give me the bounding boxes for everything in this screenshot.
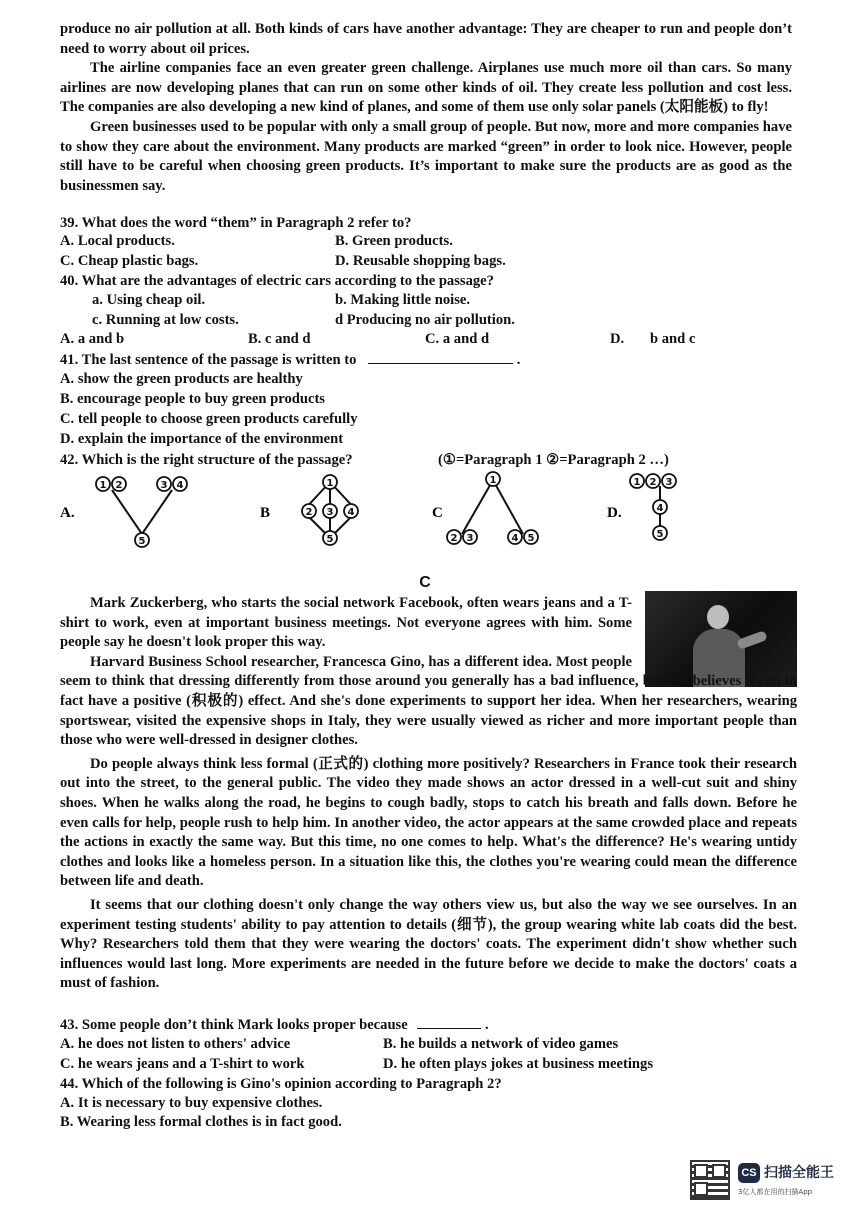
photo-float-spacer	[632, 653, 797, 671]
paragraph	[60, 653, 797, 751]
paragraph: produce no air pollution at all. Both kinds of cars have another advantage: They are cheaper to run and people don’t need to worry about oil prices.	[60, 21, 792, 57]
q39-option-a: A. Local products.	[60, 233, 175, 249]
q40-option-b: B. c and d	[248, 331, 311, 347]
svg-text:1: 1	[326, 478, 334, 489]
diagram-b-node-5	[323, 531, 337, 545]
diagram-c-label: C	[432, 505, 443, 521]
question-39-stem: 39. What does the word “them” in Paragraph 2 refer to?	[60, 215, 412, 231]
svg-text:1: 1	[633, 477, 641, 488]
diagram-d-node-2	[646, 474, 660, 488]
paragraph: Green businesses used to be popular with only a small group of people. But now, more and more companies have to show they care about the environment. Many products are marked “green” in order to look nice. However, people still have to be careful when choosing green products. It’s important to make sure the products are as good as the businessmen say.	[60, 118, 792, 194]
q40-option-c: C. a and d	[425, 331, 490, 347]
paragraph-text: Harvard Business School researcher, Francesca Gino, has a different idea. Most people seem to think that dressing differently from those around you generally has a bad influence, but she believes it can in fact have a positive (积极的) effect. And she's done experiments to support her idea. When her researchers, wearing sportswear, visited the expensive shops in Italy, they were usually viewed as richer and more important people than those who were well-dressed in designer clothes.	[60, 653, 797, 749]
svg-text:5: 5	[656, 529, 664, 540]
diagram-d-node-4	[653, 500, 667, 514]
paragraph: Mark Zuckerberg, who starts the social network Facebook, often wears jeans and a T-shirt to work, even at important business meetings. Not everyone agrees with him. Some people say he doesn't look proper this way.	[60, 595, 632, 651]
svg-text:3: 3	[665, 477, 673, 488]
diagram-d-node-1	[630, 474, 644, 488]
diagram-b-node-2	[302, 504, 316, 518]
question-42-stem: 42. Which is the right structure of the passage?	[60, 452, 353, 468]
q41-option-c: C. tell people to choose green products carefully	[60, 411, 358, 427]
question-44-stem: 44. Which of the following is Gino's opinion according to Paragraph 2?	[60, 1076, 502, 1092]
q40-choice-b: b. Making little noise.	[335, 292, 470, 308]
svg-text:2: 2	[649, 477, 657, 488]
svg-text:5: 5	[138, 536, 146, 547]
scanner-watermark	[690, 1160, 850, 1204]
section-c-heading: C	[419, 574, 431, 591]
svg-text:1: 1	[489, 475, 497, 486]
svg-text:3: 3	[160, 480, 168, 491]
q40-choice-c: c. Running at low costs.	[92, 312, 239, 328]
q40-option-d-text: b and c	[650, 331, 696, 347]
q41-stem-end: .	[516, 352, 521, 368]
q39-option-c: C. Cheap plastic bags.	[60, 253, 199, 269]
diagram-a-node-5	[135, 533, 149, 547]
diagram-a-node-1	[96, 477, 110, 491]
camscanner-logo-icon	[738, 1163, 760, 1183]
q41-stem-text: 41. The last sentence of the passage is written to	[60, 352, 357, 368]
diagram-b-node-3	[323, 504, 337, 518]
q41-option-a: A. show the green products are healthy	[60, 371, 303, 387]
diagram-d-node-5	[653, 526, 667, 540]
svg-text:1: 1	[99, 480, 107, 491]
diagram-c-node-3	[463, 530, 477, 544]
diagram-a-node-2	[112, 477, 126, 491]
svg-text:2: 2	[305, 507, 313, 518]
svg-text:2: 2	[450, 533, 458, 544]
svg-text:3: 3	[466, 533, 474, 544]
question-41-stem	[60, 351, 520, 371]
diagram-d-label: D.	[607, 505, 622, 521]
q40-option-a: A. a and b	[60, 331, 125, 347]
diagram-d-node-3	[662, 474, 676, 488]
diagram-c-node-5	[524, 530, 538, 544]
diagram-a-node-3	[157, 477, 171, 491]
diagram-a-node-4	[173, 477, 187, 491]
diagram-b-node-4	[344, 504, 358, 518]
diagram-connector	[142, 490, 172, 534]
q39-option-d: D. Reusable shopping bags.	[335, 253, 506, 269]
svg-text:4: 4	[511, 533, 519, 544]
q44-option-a: A. It is necessary to buy expensive clothes.	[60, 1095, 323, 1111]
passage-b-tail	[60, 20, 792, 196]
svg-text:3: 3	[326, 507, 334, 518]
q43-option-c: C. he wears jeans and a T-shirt to work	[60, 1056, 305, 1072]
question-40-stem: 40. What are the advantages of electric cars according to the passage?	[60, 273, 494, 289]
q40-option-d-letter: D.	[610, 331, 625, 347]
logo-badge-text: CS	[741, 1167, 757, 1179]
q44-option-b: B. Wearing less formal clothes is in fact good.	[60, 1114, 342, 1130]
q40-choice-a: a. Using cheap oil.	[92, 292, 206, 308]
q43-option-a: A. he does not listen to others' advice	[60, 1036, 291, 1052]
diagram-a-label: A.	[60, 505, 75, 521]
question-43-stem	[60, 1016, 489, 1036]
q43-stem-text: 43. Some people don’t think Mark looks proper because	[60, 1017, 408, 1033]
answer-blank	[417, 1028, 481, 1029]
qr-code-icon	[690, 1160, 730, 1200]
structure-diagrams	[0, 470, 860, 560]
q39-option-b: B. Green products.	[335, 233, 453, 249]
diagram-c-node-1	[486, 472, 500, 486]
q43-option-b: B. he builds a network of video games	[383, 1036, 619, 1052]
svg-text:4: 4	[656, 503, 664, 514]
app-name: 扫描全能王	[764, 1165, 834, 1181]
diagram-b-label: B	[260, 505, 271, 521]
svg-text:4: 4	[176, 480, 184, 491]
section-c-passage	[60, 594, 797, 994]
diagram-c-node-2	[447, 530, 461, 544]
diagram-c-node-4	[508, 530, 522, 544]
diagram-connector	[112, 490, 142, 534]
paragraph: Do people always think less formal (正式的) clothing more positively? Researchers in France took their research out into the street, to the general public. The video they made shows an actor dressed in a well-cut suit and shiny shoes. When he walks along the road, he begins to cough badly, stops to catch his breath and falls down. Before he even calls for help, people rush to help him. In another video, the actor appears at the same crowded place and repeats the actions in exactly the same way. But this time, no one comes to help. What's the difference? He's wearing untidy clothes and looks like a homeless person. In a situation like this, the clothes you're wearing could mean the difference between life and death.	[60, 755, 797, 890]
q43-stem-end: .	[485, 1017, 489, 1033]
diagram-b-node-1	[323, 475, 337, 489]
q40-choice-d: d Producing no air pollution.	[335, 312, 515, 328]
svg-text:5: 5	[326, 534, 334, 545]
diagram-connector	[493, 480, 523, 534]
paragraph: The airline companies face an even greater green challenge. Airplanes use much more oil than cars. So many airlines are now developing planes that can run on some other kinds of oil. They create less pollution and cost less. The companies are also developing a new kind of planes, and some of them use only solar panels (太阳能板) to fly!	[60, 60, 792, 116]
q41-option-b: B. encourage people to buy green products	[60, 391, 325, 407]
q42-paragraph-note: (①=Paragraph 1 ②=Paragraph 2 …)	[438, 452, 669, 468]
paragraph: It seems that our clothing doesn't only change the way others view us, but also the way we see ourselves. In an experiment testing students' ability to pay attention to details (细节), the group wearing white lab coats did the best. Why? Researchers told them that they were wearing the doctors' coats. The experiment didn't show whether such influences would last long. More experiments are needed in the future before we decide to make the doctors' coats a must of fashion.	[60, 896, 797, 992]
svg-text:4: 4	[347, 507, 355, 518]
answer-blank	[368, 363, 513, 364]
svg-text:5: 5	[527, 533, 535, 544]
diagram-connector	[462, 480, 493, 534]
app-tagline: 3亿人都在用的扫描App	[738, 1188, 813, 1196]
svg-text:2: 2	[115, 480, 123, 491]
q41-option-d: D. explain the importance of the environment	[60, 431, 344, 447]
q43-option-d: D. he often plays jokes at business meetings	[383, 1056, 653, 1072]
